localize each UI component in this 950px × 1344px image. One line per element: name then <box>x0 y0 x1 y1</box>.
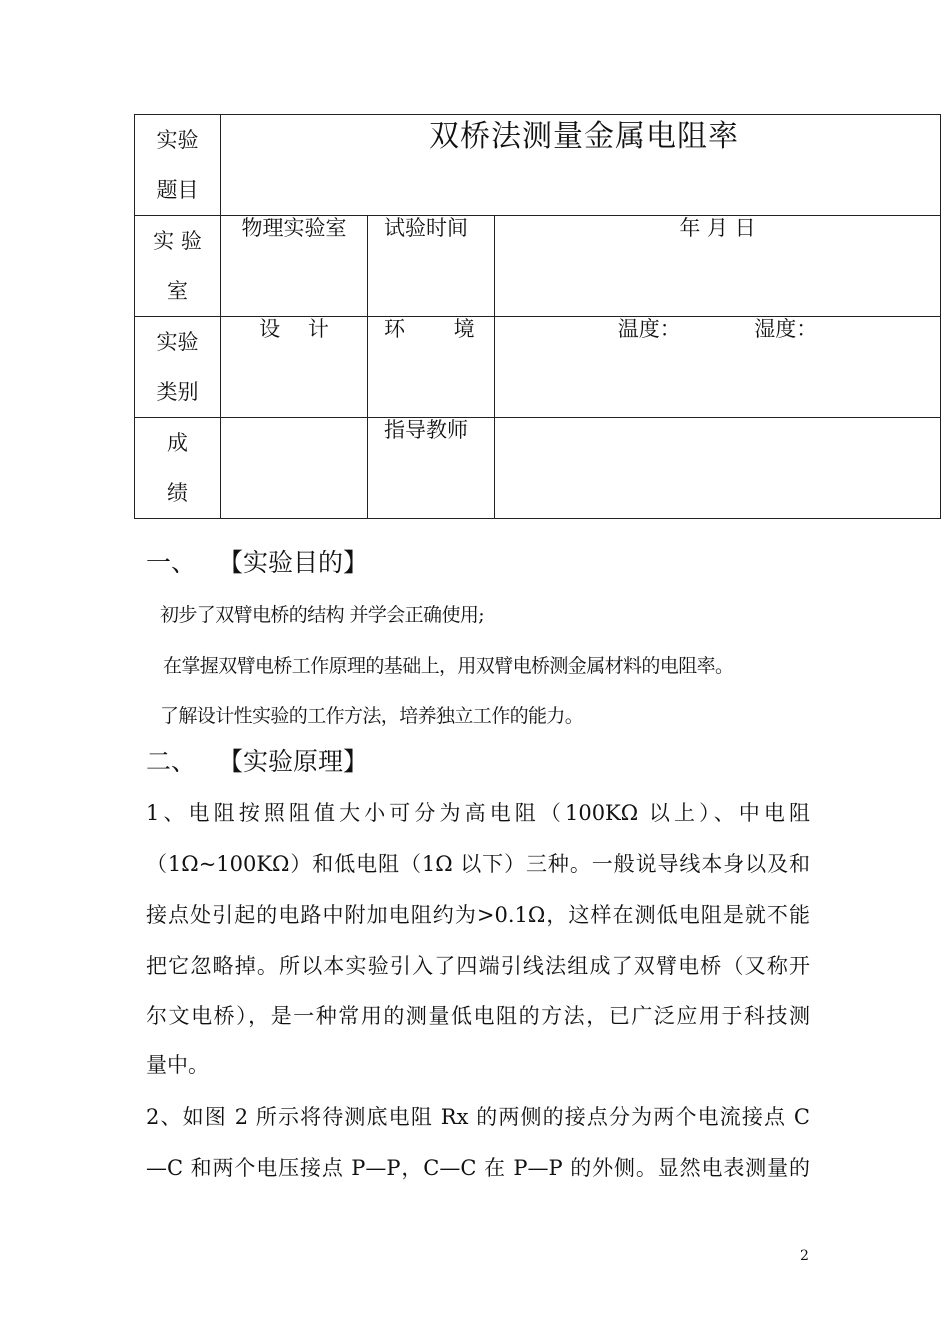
title-label-cell <box>135 115 221 216</box>
principle-line-3: 接点处引起的电路中附加电阻约为>0.1Ω，这样在测低电阻是就不能 <box>146 903 810 927</box>
section1-heading <box>146 543 368 579</box>
grade-label-cell <box>135 418 221 519</box>
teacher-label: 指导教师 <box>368 418 495 519</box>
teacher-value <box>495 418 941 519</box>
section2-number: 二、 <box>146 747 197 776</box>
type-label-line1: 实验 <box>156 330 199 354</box>
lab-label-line1: 实 验 <box>153 229 202 253</box>
principle-line-6: 量中。 <box>146 1053 209 1077</box>
principle-line-4: 把它忽略掉。所以本实验引入了四端引线法组成了双臂电桥（又称开 <box>146 954 810 978</box>
environment-label: 环 境 <box>368 317 495 418</box>
section1-title: 【实验目的】 <box>218 548 369 577</box>
principle-line-5: 尔文电桥），是一种常用的测量低电阻的方法，已广泛应用于科技测 <box>146 1004 810 1028</box>
lab-label-cell <box>135 216 221 317</box>
principle-line-1: 1、电阻按照阻值大小可分为高电阻（100KΩ 以上）、中电阻 <box>146 801 810 825</box>
environment-value: 温度： 湿度： <box>495 317 941 418</box>
principle-line-8: —C 和两个电压接点 P—P，C—C 在 P—P 的外侧。显然电表测量的 <box>146 1156 810 1180</box>
objective-item-1: 初步了双臂电桥的结构 并学会正确使用; <box>160 604 485 626</box>
grade-value <box>221 418 368 519</box>
grade-label-line1: 成 <box>167 431 188 455</box>
lab-value: 物理实验室 <box>221 216 368 317</box>
principle-line-7: 2、如图 2 所示将待测底电阻 Rx 的两侧的接点分为两个电流接点 C <box>146 1105 810 1129</box>
experiment-info-table <box>134 114 941 519</box>
experiment-title-cell <box>221 115 941 216</box>
grade-label-line2: 绩 <box>167 481 188 505</box>
lab-label-line2: 室 <box>167 279 188 303</box>
experiment-title: 双桥法测量金属电阻率 <box>429 119 739 154</box>
page-number: 2 <box>800 1248 809 1264</box>
section1-number: 一、 <box>146 548 197 577</box>
section2-title: 【实验原理】 <box>218 747 369 776</box>
objective-item-2: 在掌握双臂电桥工作原理的基础上，用双臂电桥测金属材料的电阻率。 <box>163 655 734 677</box>
time-label: 试验时间 <box>368 216 495 317</box>
type-label-cell <box>135 317 221 418</box>
type-value: 设 计 <box>221 317 368 418</box>
principle-line-2: （1Ω~100KΩ）和低电阻（1Ω 以下）三种。一般说导线本身以及和 <box>146 852 810 876</box>
section2-heading <box>146 742 368 778</box>
title-label-line2: 题目 <box>156 178 199 202</box>
objective-item-3: 了解设计性实验的工作方法，培养独立工作的能力。 <box>160 705 584 727</box>
title-label-line1: 实验 <box>156 128 199 152</box>
type-label-line2: 类别 <box>156 380 199 404</box>
date-value: 年 月 日 <box>495 216 941 317</box>
